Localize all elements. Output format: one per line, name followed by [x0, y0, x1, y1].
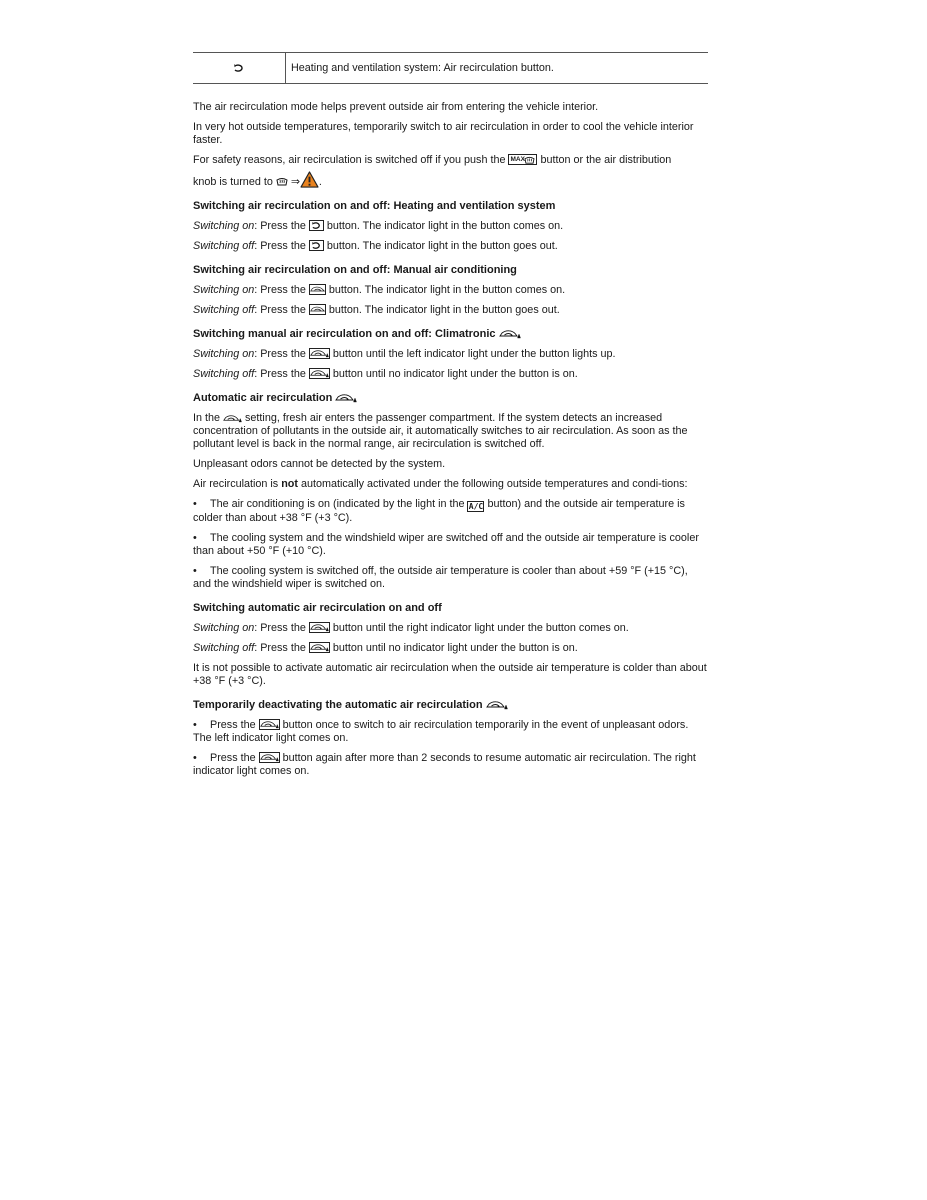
auto-recirculation-icon [310, 349, 329, 358]
s1-switch-on: Switching on: Press the button. The indicator light in the button comes on. [193, 220, 564, 232]
recirculation-icon [310, 241, 323, 250]
car-recirculation-icon [310, 285, 325, 294]
windshield-defrost-icon [524, 156, 535, 165]
s6-bullet-1: • Press the button once to switch to air recirculation temporarily in the event of unpleasant odors. The left indicator light comes on. [193, 719, 689, 744]
intro-paragraph-3: For safety reasons, air recirculation is switched off if you push the MAX button or the air distribution [193, 154, 672, 166]
auto-recirculation-icon [260, 753, 279, 762]
header-table-icon-cell [193, 53, 286, 83]
warning-triangle-icon[interactable] [300, 171, 319, 188]
auto-recirculation-button-icon [309, 622, 330, 633]
auto-recirculation-icon [223, 414, 242, 423]
windshield-defrost-icon [276, 177, 288, 187]
auto-recirculation-icon [260, 720, 279, 729]
auto-recirculation-icon [310, 623, 329, 632]
car-recirculation-button-icon [309, 304, 326, 315]
auto-recirculation-icon [310, 643, 329, 652]
recirculation-icon [310, 221, 323, 230]
heading-heating-ventilation: Switching air recirculation on and off: Heating and ventilation system [193, 200, 556, 212]
s5-switch-off: Switching off: Press the button until no indicator light under the button is on. [193, 642, 578, 654]
s4-paragraph-2: Unpleasant odors cannot be detected by the system. [193, 458, 446, 470]
auto-recirculation-button-icon [309, 368, 330, 379]
heading-temporarily-deactivating: Temporarily deactivating the automatic air recirculation [193, 699, 708, 712]
header-table-label: Heating and ventilation system: Air recirculation button. [291, 61, 554, 74]
heading-climatronic: Switching manual air recirculation on and off: Climatronic [193, 328, 708, 341]
heading-manual-ac: Switching air recirculation on and off: Manual air conditioning [193, 264, 517, 276]
auto-recirculation-button-icon [259, 719, 280, 730]
s4-paragraph-3: Air recirculation is not automatically activated under the following outside temperatures and condi-tions: [193, 478, 688, 490]
max-label: MAX [510, 156, 525, 163]
intro-paragraph-3-cont: knob is turned to ⇒ . [193, 171, 708, 189]
s4-bullet-1: • The air conditioning is on (indicated by the light in the A/C button) and the outside air temperature is colder than about +38 °F (+3 °C). [193, 498, 685, 524]
auto-recirculation-icon [499, 329, 521, 339]
car-recirculation-icon [310, 305, 325, 314]
recirculation-icon [232, 63, 246, 73]
s6-bullet-2: • Press the button again after more than 2 seconds to resume automatic air recirculation. The right indicator light comes on. [193, 752, 696, 777]
car-recirculation-button-icon [309, 284, 326, 295]
s5-paragraph: It is not possible to activate automatic air recirculation when the outside air temperature is colder than about +38 °F (+3 °C). [193, 662, 707, 687]
auto-recirculation-icon [335, 393, 357, 403]
auto-recirculation-button-icon [309, 642, 330, 653]
recirculation-button-icon [309, 240, 324, 251]
s4-bullet-2: • The cooling system and the windshield wiper are switched off and the outside air temperature is cooler than about +50 °F (+10 °C). [193, 532, 699, 557]
header-table [193, 52, 708, 84]
auto-recirculation-button-icon [259, 752, 280, 763]
s5-switch-on: Switching on: Press the button until the right indicator light under the button comes on. [193, 622, 629, 634]
ac-button-icon: A/C [468, 502, 484, 511]
auto-recirculation-button-icon [309, 348, 330, 359]
auto-recirculation-icon [310, 369, 329, 378]
max-defrost-button-icon [508, 154, 537, 165]
s3-switch-off: Switching off: Press the button until no indicator light under the button is on. [193, 368, 578, 380]
manual-page [193, 52, 708, 778]
s4-bullet-3: • The cooling system is switched off, the outside air temperature is cooler than about +59 °F (+15 °C), and the windshield wiper is switched on. [193, 565, 688, 590]
heading-switch-automatic: Switching automatic air recirculation on and off [193, 602, 442, 614]
s4-paragraph-1: In the setting, fresh air enters the passenger compartment. If the system detects an increased concentration of pollutants in the outside air, it automatically switches to air recirculation. As soon as the pollutant level is back in the normal range, air recirculation is switched off. [193, 412, 688, 450]
auto-recirculation-icon [486, 700, 508, 710]
s3-switch-on: Switching on: Press the button until the left indicator light under the button lights up. [193, 348, 616, 360]
s2-switch-off: Switching off: Press the button. The indicator light in the button goes out. [193, 304, 560, 316]
s1-switch-off: Switching off: Press the button. The indicator light in the button goes out. [193, 240, 558, 252]
heading-automatic-recirculation: Automatic air recirculation [193, 392, 708, 405]
intro-paragraph-1: The air recirculation mode helps prevent outside air from entering the vehicle interior. [193, 101, 599, 113]
intro-paragraph-2: In very hot outside temperatures, temporarily switch to air recirculation in order to cool the vehicle interior faster. [193, 121, 694, 146]
s2-switch-on: Switching on: Press the button. The indicator light in the button comes on. [193, 284, 566, 296]
recirculation-button-icon [309, 220, 324, 231]
